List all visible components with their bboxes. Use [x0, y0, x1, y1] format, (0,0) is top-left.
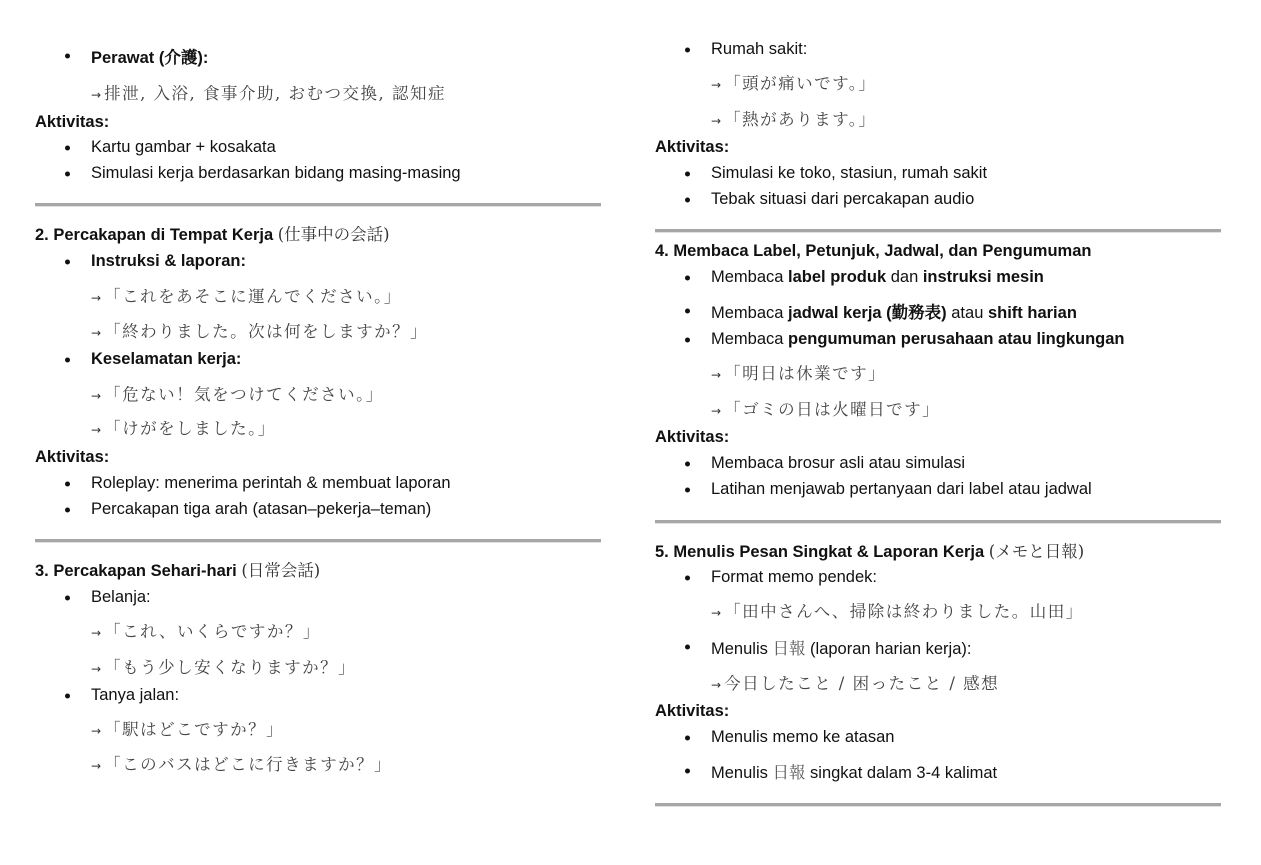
phrase: → 「これをあそこに運んでください。」	[91, 287, 402, 306]
phrase: → 「終わりました。次は何をしますか？」	[91, 322, 429, 341]
phrase: → 「明日は休業です」	[711, 364, 887, 383]
arrow-icon: →	[711, 606, 722, 620]
divider	[655, 229, 1221, 233]
arrow-icon: →	[91, 291, 102, 305]
activity-heading: Aktivitas:	[655, 428, 730, 446]
list-item: Kartu gambar + kosakata	[35, 138, 276, 157]
phrase-perawat: → 排泄, 入浴, 食事介助, おむつ交換, 認知症	[91, 84, 447, 103]
phrase: → 「けがをしました。」	[91, 419, 276, 438]
list-item: Membaca jadwal kerja (勤務表) atau shift harian	[655, 299, 1077, 323]
phrase: → 今日したこと / 困ったこと / 感想	[711, 674, 1000, 693]
list-item: Menulis 日報 singkat dalam 3-4 kalimat	[655, 759, 997, 783]
arrow-icon: →	[91, 662, 102, 676]
arrow-icon: →	[711, 114, 722, 128]
section-2-title: 2. Percakapan di Tempat Kerja (仕事中の会話)	[35, 225, 390, 244]
phrase: → 「これ、いくらですか？」	[91, 622, 321, 641]
arrow-icon: →	[711, 404, 722, 418]
arrow-icon: →	[91, 759, 102, 773]
phrase: → 「熱があります。」	[711, 110, 877, 129]
arrow-icon: →	[711, 368, 722, 382]
list-item: Simulasi ke toko, stasiun, rumah sakit	[655, 164, 987, 183]
list-item: Percakapan tiga arah (atasan–pekerja–teman)	[35, 500, 431, 519]
arrow-icon: →	[91, 88, 102, 102]
list-item-nippo: Menulis 日報 (laporan harian kerja):	[655, 635, 971, 659]
divider	[655, 520, 1221, 524]
section-4-title: 4. Membaca Label, Petunjuk, Jadwal, dan Pengumuman	[655, 242, 1092, 260]
arrow-icon: →	[91, 724, 102, 738]
list-item: Membaca pengumuman perusahaan atau lingkungan	[655, 330, 1125, 349]
activity-heading: Aktivitas:	[655, 702, 730, 720]
activity-heading: Aktivitas:	[35, 113, 110, 131]
section-5-title: 5. Menulis Pesan Singkat & Laporan Kerja (メモと日報)	[655, 542, 1085, 561]
arrow-icon: →	[91, 626, 102, 640]
list-item-directions: Tanya jalan:	[35, 686, 179, 705]
divider	[35, 203, 601, 207]
list-item: Tebak situasi dari percakapan audio	[655, 190, 974, 209]
phrase: → 「ゴミの日は火曜日です」	[711, 400, 941, 419]
phrase: → 「頭が痛いです。」	[711, 74, 877, 93]
activity-heading: Aktivitas:	[35, 448, 110, 466]
phrase: → 「危ない！気をつけてください。」	[91, 385, 384, 404]
list-item-memo: Format memo pendek:	[655, 568, 877, 587]
phrase: → 「もう少し安くなりますか？」	[91, 658, 357, 677]
list-item-instructions: Instruksi & laporan:	[35, 252, 246, 271]
phrase: → 「田中さんへ、掃除は終わりました。山田」	[711, 602, 1084, 621]
arrow-icon: →	[91, 389, 102, 403]
list-item-perawat: Perawat (介護):	[35, 44, 208, 68]
list-item: Menulis memo ke atasan	[655, 728, 894, 747]
divider	[35, 539, 601, 543]
arrow-icon: →	[711, 78, 722, 92]
arrow-icon: →	[91, 423, 102, 437]
activity-heading: Aktivitas:	[655, 138, 730, 156]
arrow-icon: →	[711, 678, 722, 692]
section-3-title: 3. Percakapan Sehari-hari (日常会話)	[35, 561, 321, 580]
list-item: Membaca label produk dan instruksi mesin	[655, 268, 1044, 287]
list-item: Simulasi kerja berdasarkan bidang masing-masing	[35, 164, 461, 183]
phrase: → 「駅はどこですか？」	[91, 720, 285, 739]
divider	[655, 803, 1221, 807]
list-item-shopping: Belanja:	[35, 588, 151, 607]
list-item: Latihan menjawab pertanyaan dari label atau jadwal	[655, 480, 1092, 499]
list-item: Membaca brosur asli atau simulasi	[655, 454, 965, 473]
list-item-hospital: Rumah sakit:	[655, 40, 807, 59]
list-item: Roleplay: menerima perintah & membuat laporan	[35, 474, 451, 493]
phrase: → 「このバスはどこに行きますか？」	[91, 755, 393, 774]
arrow-icon: →	[91, 326, 102, 340]
list-item-safety: Keselamatan kerja:	[35, 350, 241, 369]
